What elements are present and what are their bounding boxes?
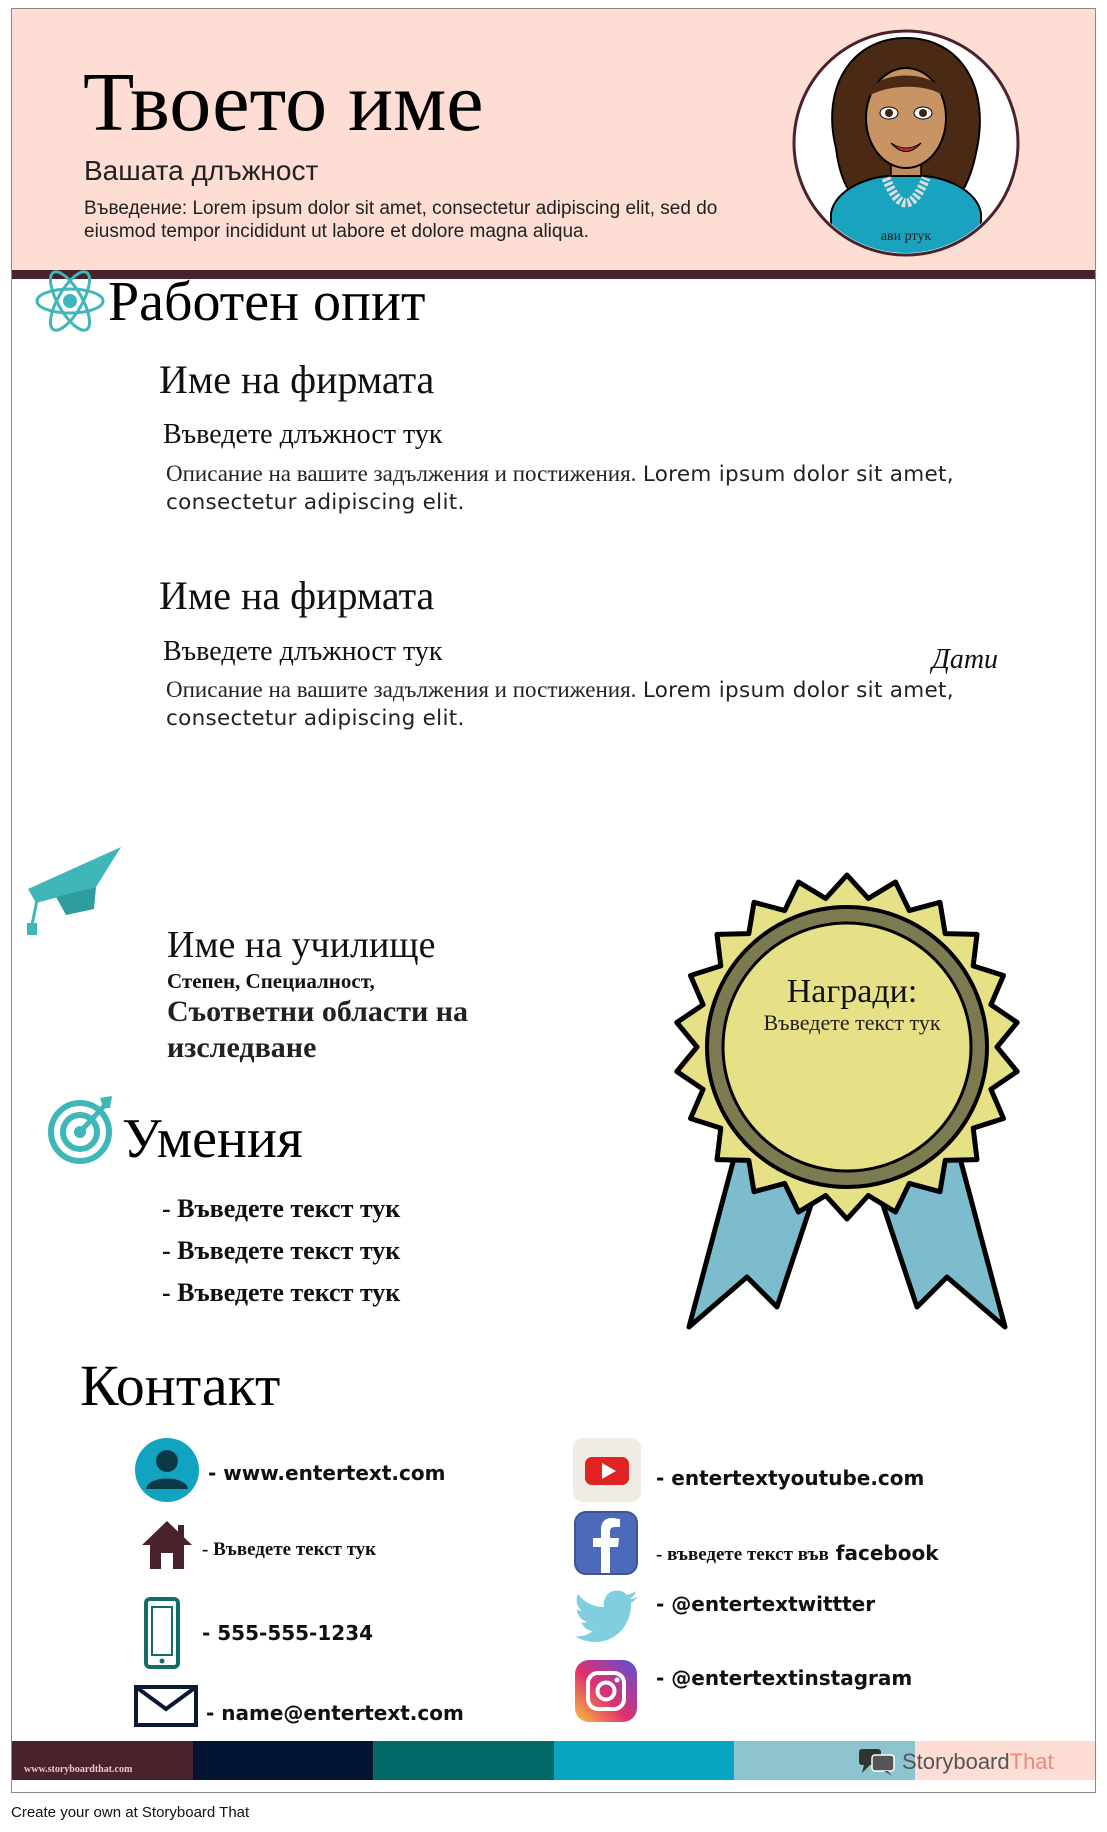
swatch [554,1741,735,1780]
facebook-text: - въведете текст във facebook [656,1541,939,1565]
email-text: - name@entertext.com [206,1701,464,1725]
youtube-icon [572,1437,642,1503]
footer-url: www.storyboardthat.com [24,1764,133,1775]
job-description: Описание на вашите задължения и постижения. Lorem ipsum dolor sit amet, consectetur adipiscing elit. [166,677,954,731]
create-your-own-link[interactable]: Create your own at Storyboard That [11,1804,250,1821]
target-icon [48,1096,114,1164]
website-text: - www.entertext.com [208,1461,446,1485]
graduation-cap-icon [26,847,126,941]
job-description: Описание на вашите задължения и постижения. Lorem ipsum dolor sit amet, consectetur adipiscing elit. [166,461,954,515]
address-text: - Въведете текст тук [202,1539,377,1560]
mail-icon [134,1685,198,1727]
home-icon [140,1519,194,1571]
skill-item: - Въведете текст тук [162,1236,401,1265]
person-name: Твоето име [83,56,484,149]
avatar-portrait-icon [791,28,1021,258]
speech-bubble-icon [858,1747,896,1777]
swatch [193,1741,374,1780]
skills-heading: Умения [122,1108,303,1170]
atom-icon [34,263,106,339]
instagram-text: - @entertextinstagram [656,1666,913,1690]
job-role: Въведете длъжност тук [163,636,443,667]
storyboardthat-logo[interactable] [858,1746,1054,1778]
awards-heading: Награди: [786,973,918,1010]
intro-text: Lorem ipsum dolor sit amet, consectetur adipiscing elit, sed do eiusmod tempor incididunt ut labore et dolore magna aliqua. [84,198,718,242]
user-icon [134,1437,200,1503]
twitter-bird-icon [574,1589,640,1645]
intro-label: Въведение: [84,198,188,219]
logo-text: StoryboardThat [902,1749,1054,1774]
award-badge-icon [667,867,1027,1347]
degree: Степен, Специалност, [167,969,375,993]
twitter-text: - @entertextwittter [656,1592,876,1616]
skill-item: - Въведете текст тук [162,1278,401,1307]
resume-page [11,8,1096,1793]
skill-item: - Въведете текст тук [162,1194,401,1223]
company-name: Име на фирмата [159,357,435,402]
swatch [373,1741,554,1780]
job-title: Вашата длъжност [84,155,319,186]
phone-text: - 555-555-1234 [202,1621,374,1645]
job-dates: Дати [932,644,999,675]
svg-text:ави ртук: ави ртук [880,229,932,244]
experience-heading: Работен опит [108,271,426,333]
job-role: Въведете длъжност тук [163,419,443,450]
school-name: Име на училище [167,924,436,966]
instagram-icon [574,1659,638,1723]
youtube-text: - entertextyoutube.com [656,1466,925,1490]
contact-heading: Контакт [80,1353,281,1418]
intro-paragraph [84,197,744,243]
awards-text: Въведете текст тук [763,1010,941,1035]
company-name: Име на фирмата [159,573,435,618]
facebook-icon [574,1511,638,1575]
study-fields: Съответни области на изследване [167,995,469,1064]
phone-icon [144,1597,180,1669]
